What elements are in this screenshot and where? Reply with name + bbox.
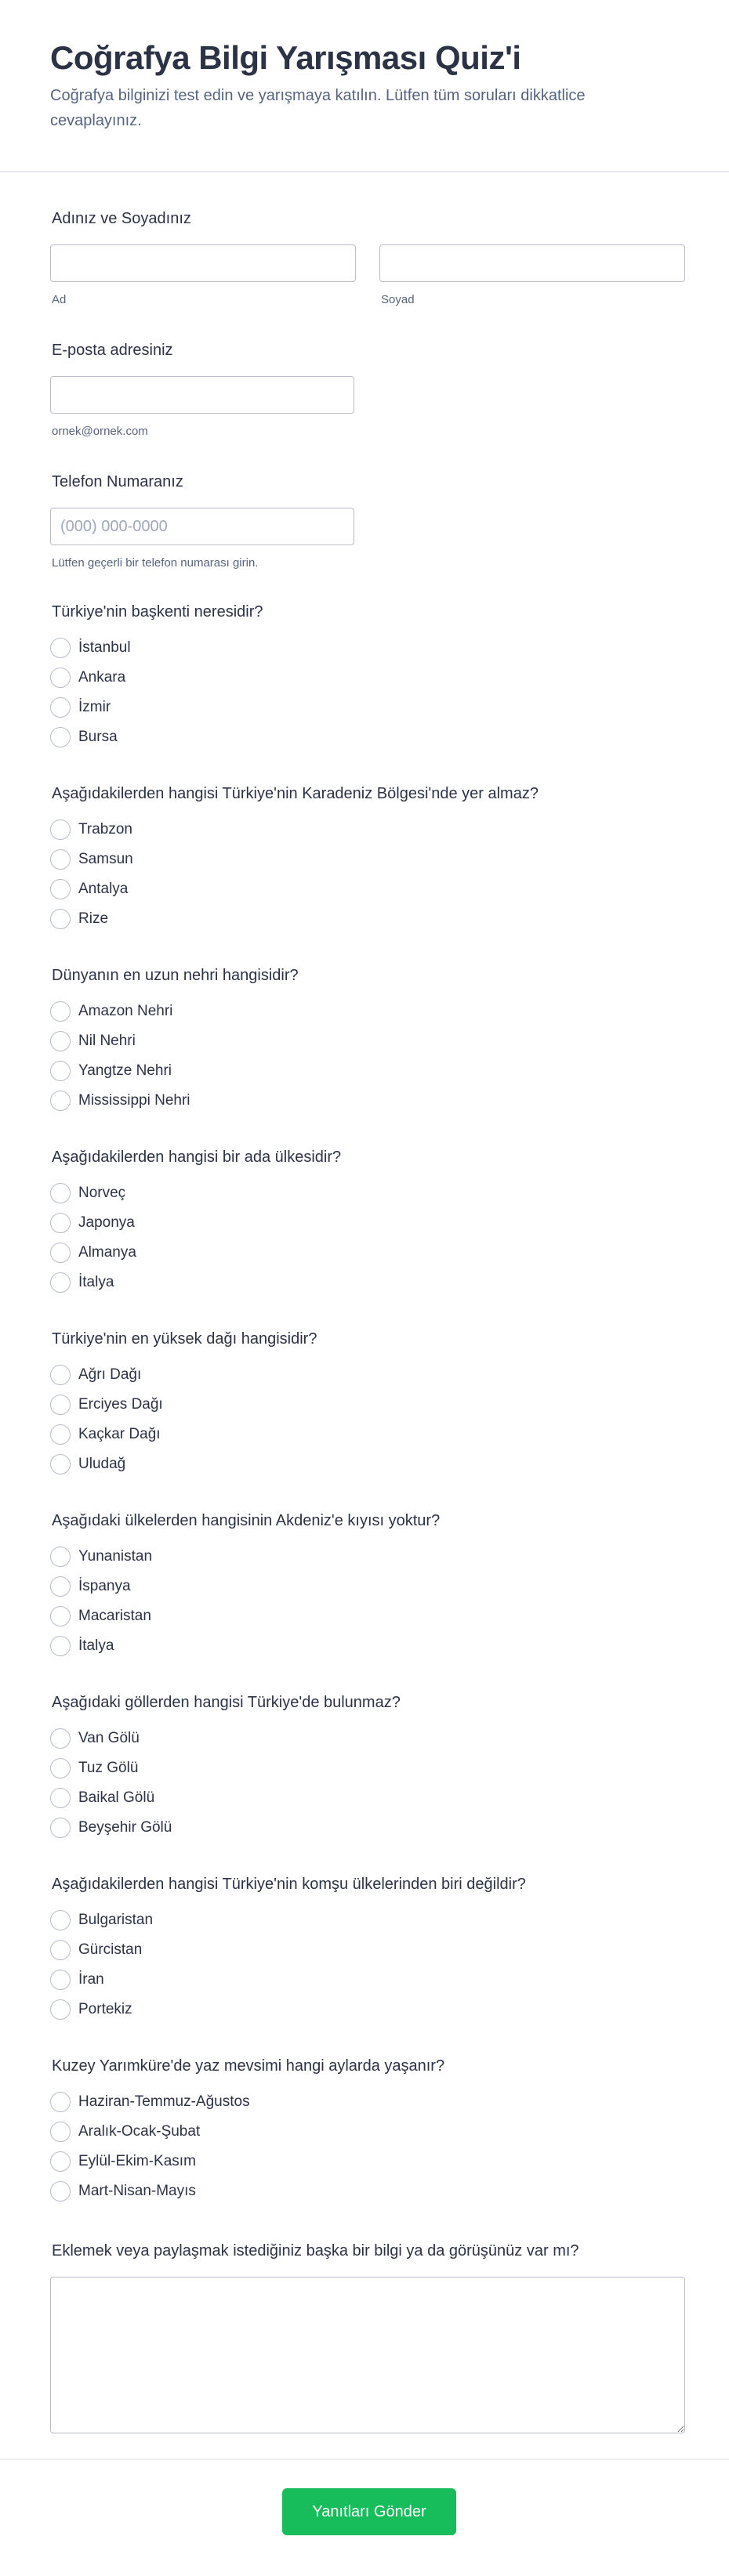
question-7-option[interactable] bbox=[50, 1727, 140, 1750]
option-label: Mart-Nisan-Mayıs bbox=[78, 2183, 196, 2199]
radio-button[interactable] bbox=[50, 1576, 71, 1597]
radio-button[interactable] bbox=[50, 1910, 71, 1930]
radio-button[interactable] bbox=[50, 638, 71, 658]
radio-button[interactable] bbox=[50, 1999, 71, 2020]
email-label: E-posta adresiniz bbox=[52, 342, 173, 359]
radio-button[interactable] bbox=[50, 1395, 71, 1415]
question-4-option[interactable] bbox=[50, 1271, 114, 1294]
question-9-option[interactable] bbox=[50, 2120, 200, 2144]
option-label: Kaçkar Dağı bbox=[78, 1426, 161, 1442]
radio-button[interactable] bbox=[50, 1547, 71, 1567]
radio-button[interactable] bbox=[50, 1728, 71, 1749]
question-2-option[interactable] bbox=[50, 907, 108, 931]
question-1-option[interactable] bbox=[50, 696, 111, 719]
option-label: Ağrı Dağı bbox=[78, 1366, 142, 1383]
radio-button[interactable] bbox=[50, 1183, 71, 1203]
name-label: Adınız ve Soyadınız bbox=[52, 210, 191, 227]
question-6-option[interactable] bbox=[50, 1545, 152, 1568]
radio-button[interactable] bbox=[50, 1213, 71, 1233]
option-label: Baikal Gölü bbox=[78, 1789, 155, 1806]
radio-button[interactable] bbox=[50, 1940, 71, 1960]
option-label: İran bbox=[78, 1971, 104, 1988]
radio-button[interactable] bbox=[50, 819, 71, 840]
phone-label: Telefon Numaranız bbox=[52, 473, 183, 490]
question-5-option[interactable] bbox=[50, 1393, 163, 1416]
option-label: İzmir bbox=[78, 699, 111, 715]
question-6-option[interactable] bbox=[50, 1605, 151, 1628]
first-name-sublabel: Ad bbox=[52, 293, 67, 306]
radio-button[interactable] bbox=[50, 1365, 71, 1385]
option-label: Norveç bbox=[78, 1185, 126, 1201]
option-label: Haziran-Temmuz-Ağustos bbox=[78, 2093, 250, 2110]
radio-button[interactable] bbox=[50, 879, 71, 899]
question-8-text: Aşağıdakilerden hangisi Türkiye'nin komşu ülkelerinden biri değildir? bbox=[52, 1876, 526, 1893]
radio-button[interactable] bbox=[50, 2181, 71, 2202]
form-subtitle: Coğrafya bilginizi test edin ve yarışmaya katılın. Lütfen tüm soruları dikkatlice cevaplayınız. bbox=[50, 87, 586, 129]
radio-button[interactable] bbox=[50, 1031, 71, 1051]
email-input[interactable] bbox=[50, 376, 354, 414]
option-label: Nil Nehri bbox=[78, 1033, 136, 1049]
question-2-option[interactable] bbox=[50, 877, 128, 901]
radio-button[interactable] bbox=[50, 1636, 71, 1656]
radio-button[interactable] bbox=[50, 2151, 71, 2172]
radio-button[interactable] bbox=[50, 1454, 71, 1474]
question-7-text: Aşağıdaki göllerden hangisi Türkiye'de bulunmaz? bbox=[52, 1694, 401, 1711]
option-label: Antalya bbox=[78, 881, 129, 897]
question-9-option[interactable] bbox=[50, 2180, 196, 2203]
question-4-option[interactable] bbox=[50, 1181, 125, 1205]
question-2-option[interactable] bbox=[50, 848, 133, 871]
email-sublabel: ornek@ornek.com bbox=[52, 425, 148, 438]
form-title: Coğrafya Bilgi Yarışması Quiz'i bbox=[50, 39, 521, 76]
question-3-option[interactable] bbox=[50, 1000, 172, 1023]
question-1-option[interactable] bbox=[50, 725, 118, 749]
question-2-text: Aşağıdakilerden hangisi Türkiye'nin Karadeniz Bölgesi'nde yer almaz? bbox=[52, 785, 539, 802]
option-label: Ankara bbox=[78, 669, 126, 686]
radio-button[interactable] bbox=[50, 1788, 71, 1808]
question-5-option[interactable] bbox=[50, 1423, 161, 1446]
option-label: Trabzon bbox=[78, 821, 132, 838]
radio-button[interactable] bbox=[50, 1061, 71, 1081]
option-label: Yangtze Nehri bbox=[78, 1062, 172, 1079]
question-1-option[interactable] bbox=[50, 666, 125, 689]
radio-button[interactable] bbox=[50, 1758, 71, 1778]
radio-button[interactable] bbox=[50, 1091, 71, 1111]
option-label: Uludağ bbox=[78, 1456, 126, 1472]
radio-button[interactable] bbox=[50, 727, 71, 747]
question-4-option[interactable] bbox=[50, 1211, 135, 1235]
question-8-option[interactable] bbox=[50, 1938, 142, 1962]
question-7-option[interactable] bbox=[50, 1816, 172, 1840]
option-label: Japonya bbox=[78, 1214, 135, 1231]
first-name-input[interactable] bbox=[50, 244, 356, 282]
option-label: Amazon Nehri bbox=[78, 1003, 173, 1019]
radio-button[interactable] bbox=[50, 2092, 71, 2112]
question-5-text: Türkiye'nin en yüksek dağı hangisidir? bbox=[52, 1330, 317, 1348]
option-label: İspanya bbox=[78, 1578, 131, 1594]
question-7-option[interactable] bbox=[50, 1757, 138, 1780]
option-label: Van Gölü bbox=[78, 1730, 140, 1746]
question-4-option[interactable] bbox=[50, 1241, 136, 1264]
option-label: Yunanistan bbox=[78, 1548, 153, 1565]
question-6-option[interactable] bbox=[50, 1634, 114, 1658]
option-label: Portekiz bbox=[78, 2001, 132, 2017]
radio-button[interactable] bbox=[50, 1818, 71, 1838]
option-label: Mississippi Nehri bbox=[78, 1092, 190, 1109]
question-9-text: Kuzey Yarımküre'de yaz mevsimi hangi aylarda yaşanır? bbox=[52, 2057, 445, 2075]
phone-sublabel: Lütfen geçerli bir telefon numarası girin. bbox=[52, 556, 259, 570]
option-label: Samsun bbox=[78, 851, 133, 867]
question-3-option[interactable] bbox=[50, 1089, 190, 1113]
option-label: Bursa bbox=[78, 729, 118, 745]
option-label: Erciyes Dağı bbox=[78, 1396, 163, 1413]
radio-button[interactable] bbox=[50, 849, 71, 870]
option-label: Almanya bbox=[78, 1244, 136, 1261]
radio-button[interactable] bbox=[50, 697, 71, 718]
option-label: İtalya bbox=[78, 1637, 114, 1654]
option-label: İstanbul bbox=[78, 639, 131, 656]
question-2-option[interactable] bbox=[50, 818, 132, 841]
footer-divider bbox=[0, 2458, 729, 2460]
radio-button[interactable] bbox=[50, 909, 71, 929]
question-3-text: Dünyanın en uzun nehri hangisidir? bbox=[52, 967, 299, 984]
question-1-option[interactable] bbox=[50, 636, 131, 660]
question-3-option[interactable] bbox=[50, 1029, 136, 1053]
radio-button[interactable] bbox=[50, 668, 71, 688]
radio-button[interactable] bbox=[50, 1424, 71, 1445]
radio-button[interactable] bbox=[50, 1001, 71, 1022]
option-label: İtalya bbox=[78, 1274, 114, 1290]
last-name-input[interactable] bbox=[379, 244, 685, 282]
question-4-text: Aşağıdakilerden hangisi bir ada ülkesidir? bbox=[52, 1149, 342, 1166]
question-9-option[interactable] bbox=[50, 2090, 250, 2114]
question-7-option[interactable] bbox=[50, 1786, 154, 1810]
last-name-sublabel: Soyad bbox=[381, 293, 415, 306]
question-6-text: Aşağıdaki ülkelerden hangisinin Akdeniz'e kıyısı yoktur? bbox=[52, 1512, 441, 1529]
comments-label: Eklemek veya paylaşmak istediğiniz başka bir bilgi ya da görüşünüz var mı? bbox=[52, 2242, 579, 2259]
comments-textarea[interactable] bbox=[50, 2277, 685, 2433]
radio-button[interactable] bbox=[50, 1970, 71, 1990]
option-label: Bulgaristan bbox=[78, 1912, 154, 1928]
radio-button[interactable] bbox=[50, 2122, 71, 2142]
form-header bbox=[0, 0, 729, 172]
option-label: Eylül-Ekim-Kasım bbox=[78, 2153, 196, 2169]
question-8-option[interactable] bbox=[50, 1908, 153, 1932]
option-label: Aralık-Ocak-Şubat bbox=[78, 2123, 201, 2140]
option-label: Gürcistan bbox=[78, 1941, 143, 1958]
submit-button[interactable]: Yanıtları Gönder bbox=[282, 2488, 456, 2535]
question-3-option[interactable] bbox=[50, 1059, 172, 1083]
question-8-option[interactable] bbox=[50, 1968, 104, 1992]
question-1-text: Türkiye'nin başkenti neresidir? bbox=[52, 603, 263, 620]
option-label: Macaristan bbox=[78, 1608, 151, 1624]
option-label: Rize bbox=[78, 910, 109, 927]
radio-button[interactable] bbox=[50, 1272, 71, 1293]
phone-input[interactable] bbox=[50, 508, 354, 545]
question-8-option[interactable] bbox=[50, 1998, 132, 2021]
radio-button[interactable] bbox=[50, 1243, 71, 1263]
option-label: Tuz Gölü bbox=[78, 1760, 139, 1776]
question-5-option[interactable] bbox=[50, 1453, 125, 1476]
question-5-option[interactable] bbox=[50, 1363, 141, 1387]
question-6-option[interactable] bbox=[50, 1575, 131, 1598]
radio-button[interactable] bbox=[50, 1606, 71, 1626]
question-9-option[interactable] bbox=[50, 2150, 196, 2173]
option-label: Beyşehir Gölü bbox=[78, 1819, 172, 1836]
